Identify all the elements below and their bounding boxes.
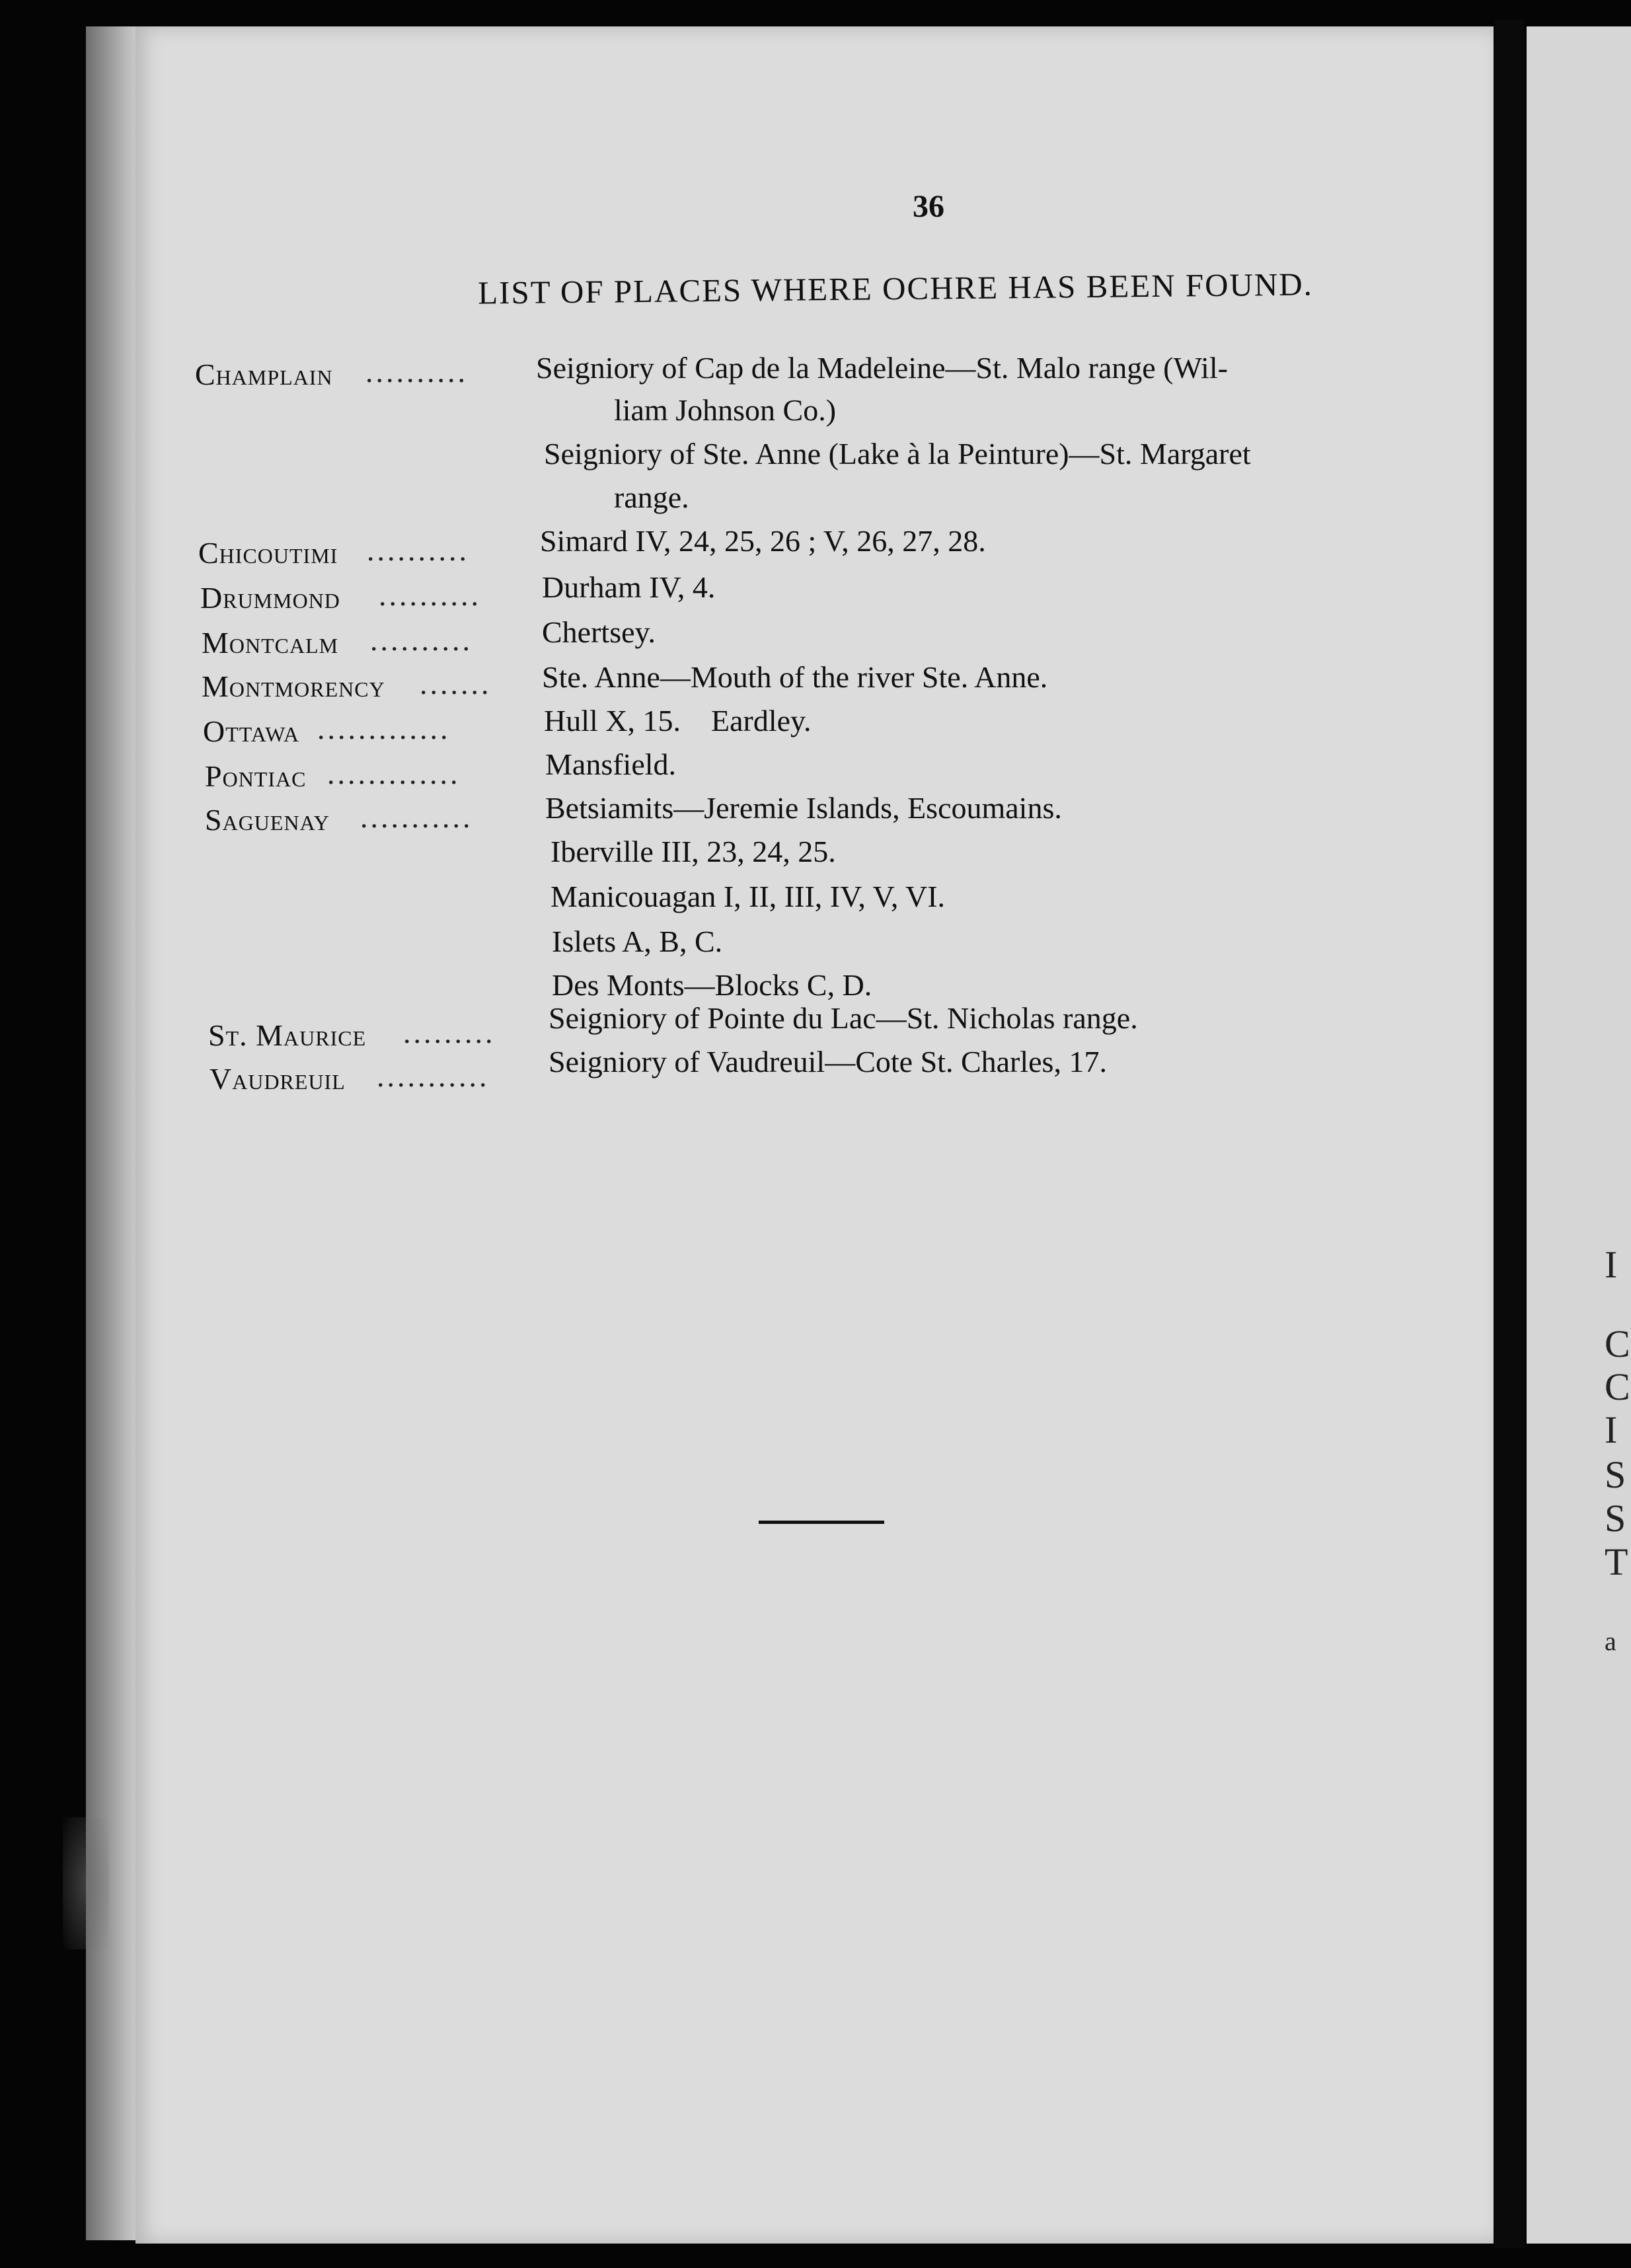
entry-line: Seigniory of Vaudreuil—Cote St. Charles, 17. — [549, 1045, 1107, 1078]
entry-line: Durham IV, 4. — [542, 570, 716, 604]
section-divider-rule — [759, 1521, 884, 1524]
county-name: St. Maurice — [208, 1018, 367, 1052]
adjacent-page-fragment: I — [1605, 1243, 1618, 1286]
county-name: Vaudreuil — [209, 1062, 346, 1096]
dot-leader: ......... — [403, 1016, 496, 1049]
adjacent-page-fragment: I — [1605, 1408, 1618, 1451]
entry-line: Hull X, 15. Eardley. — [544, 704, 812, 737]
dot-leader: .......... — [379, 578, 481, 612]
entry-line: Ste. Anne—Mouth of the river Ste. Anne. — [542, 660, 1048, 694]
county-name: Champlain — [195, 358, 333, 391]
entry-line: Mansfield. — [545, 747, 677, 781]
county-name: Montcalm — [202, 626, 339, 660]
entry-line: Seigniory of Pointe du Lac—St. Nicholas range. — [549, 1001, 1138, 1035]
entry-line: Des Monts—Blocks C, D. — [552, 968, 872, 1002]
page-number: 36 — [913, 189, 944, 224]
entry-line: Seigniory of Ste. Anne (Lake à la Peinture)—St. Margaret — [544, 437, 1251, 471]
adjacent-page-fragment: C — [1605, 1322, 1630, 1365]
book-gutter — [1495, 20, 1525, 2248]
document-page — [135, 26, 1494, 2244]
entry-line: Islets A, B, C. — [552, 925, 723, 958]
dot-leader: ........... — [377, 1059, 490, 1093]
adjacent-page-fragment: S — [1605, 1497, 1626, 1540]
adjacent-page-fragment: C — [1605, 1365, 1630, 1408]
adjacent-page-edge — [1527, 26, 1631, 2244]
dot-leader: .......... — [365, 355, 468, 389]
entry-line: Chertsey. — [542, 615, 656, 649]
page-title: LIST OF PLACES WHERE OCHRE HAS BEEN FOUND. — [477, 266, 1314, 311]
county-name: Drummond — [200, 581, 340, 615]
entry-line: range. — [614, 480, 689, 514]
county-name: Chicoutimi — [198, 536, 338, 570]
adjacent-page-fragment: a — [1605, 1626, 1616, 1656]
scan-smudge — [63, 1817, 109, 1949]
county-name: Saguenay — [205, 803, 330, 837]
entry-line: Manicouagan I, II, III, IV, V, VI. — [550, 880, 946, 913]
ochre-places-list — [135, 26, 1494, 2244]
dot-leader: .......... — [370, 623, 473, 657]
county-name: Montmorency — [202, 669, 385, 703]
entry-line: Betsiamits—Jeremie Islands, Escoumains. — [545, 791, 1062, 825]
adjacent-page-fragment: T — [1605, 1540, 1628, 1583]
county-name: Ottawa — [203, 714, 300, 748]
dot-leader: ............. — [317, 712, 451, 745]
dot-leader: ....... — [420, 667, 492, 700]
entry-line: Iberville III, 23, 24, 25. — [550, 835, 836, 868]
adjacent-page-fragment: S — [1605, 1453, 1626, 1496]
entry-line: Seigniory of Cap de la Madeleine—St. Malo range (Wil- — [536, 351, 1228, 385]
dot-leader: ............. — [327, 757, 461, 790]
entry-line: liam Johnson Co.) — [614, 393, 837, 427]
entry-line: Simard IV, 24, 25, 26 ; V, 26, 27, 28. — [540, 524, 986, 558]
county-name: Pontiac — [205, 759, 307, 793]
dot-leader: .......... — [367, 533, 469, 567]
dot-leader: ........... — [360, 800, 473, 834]
